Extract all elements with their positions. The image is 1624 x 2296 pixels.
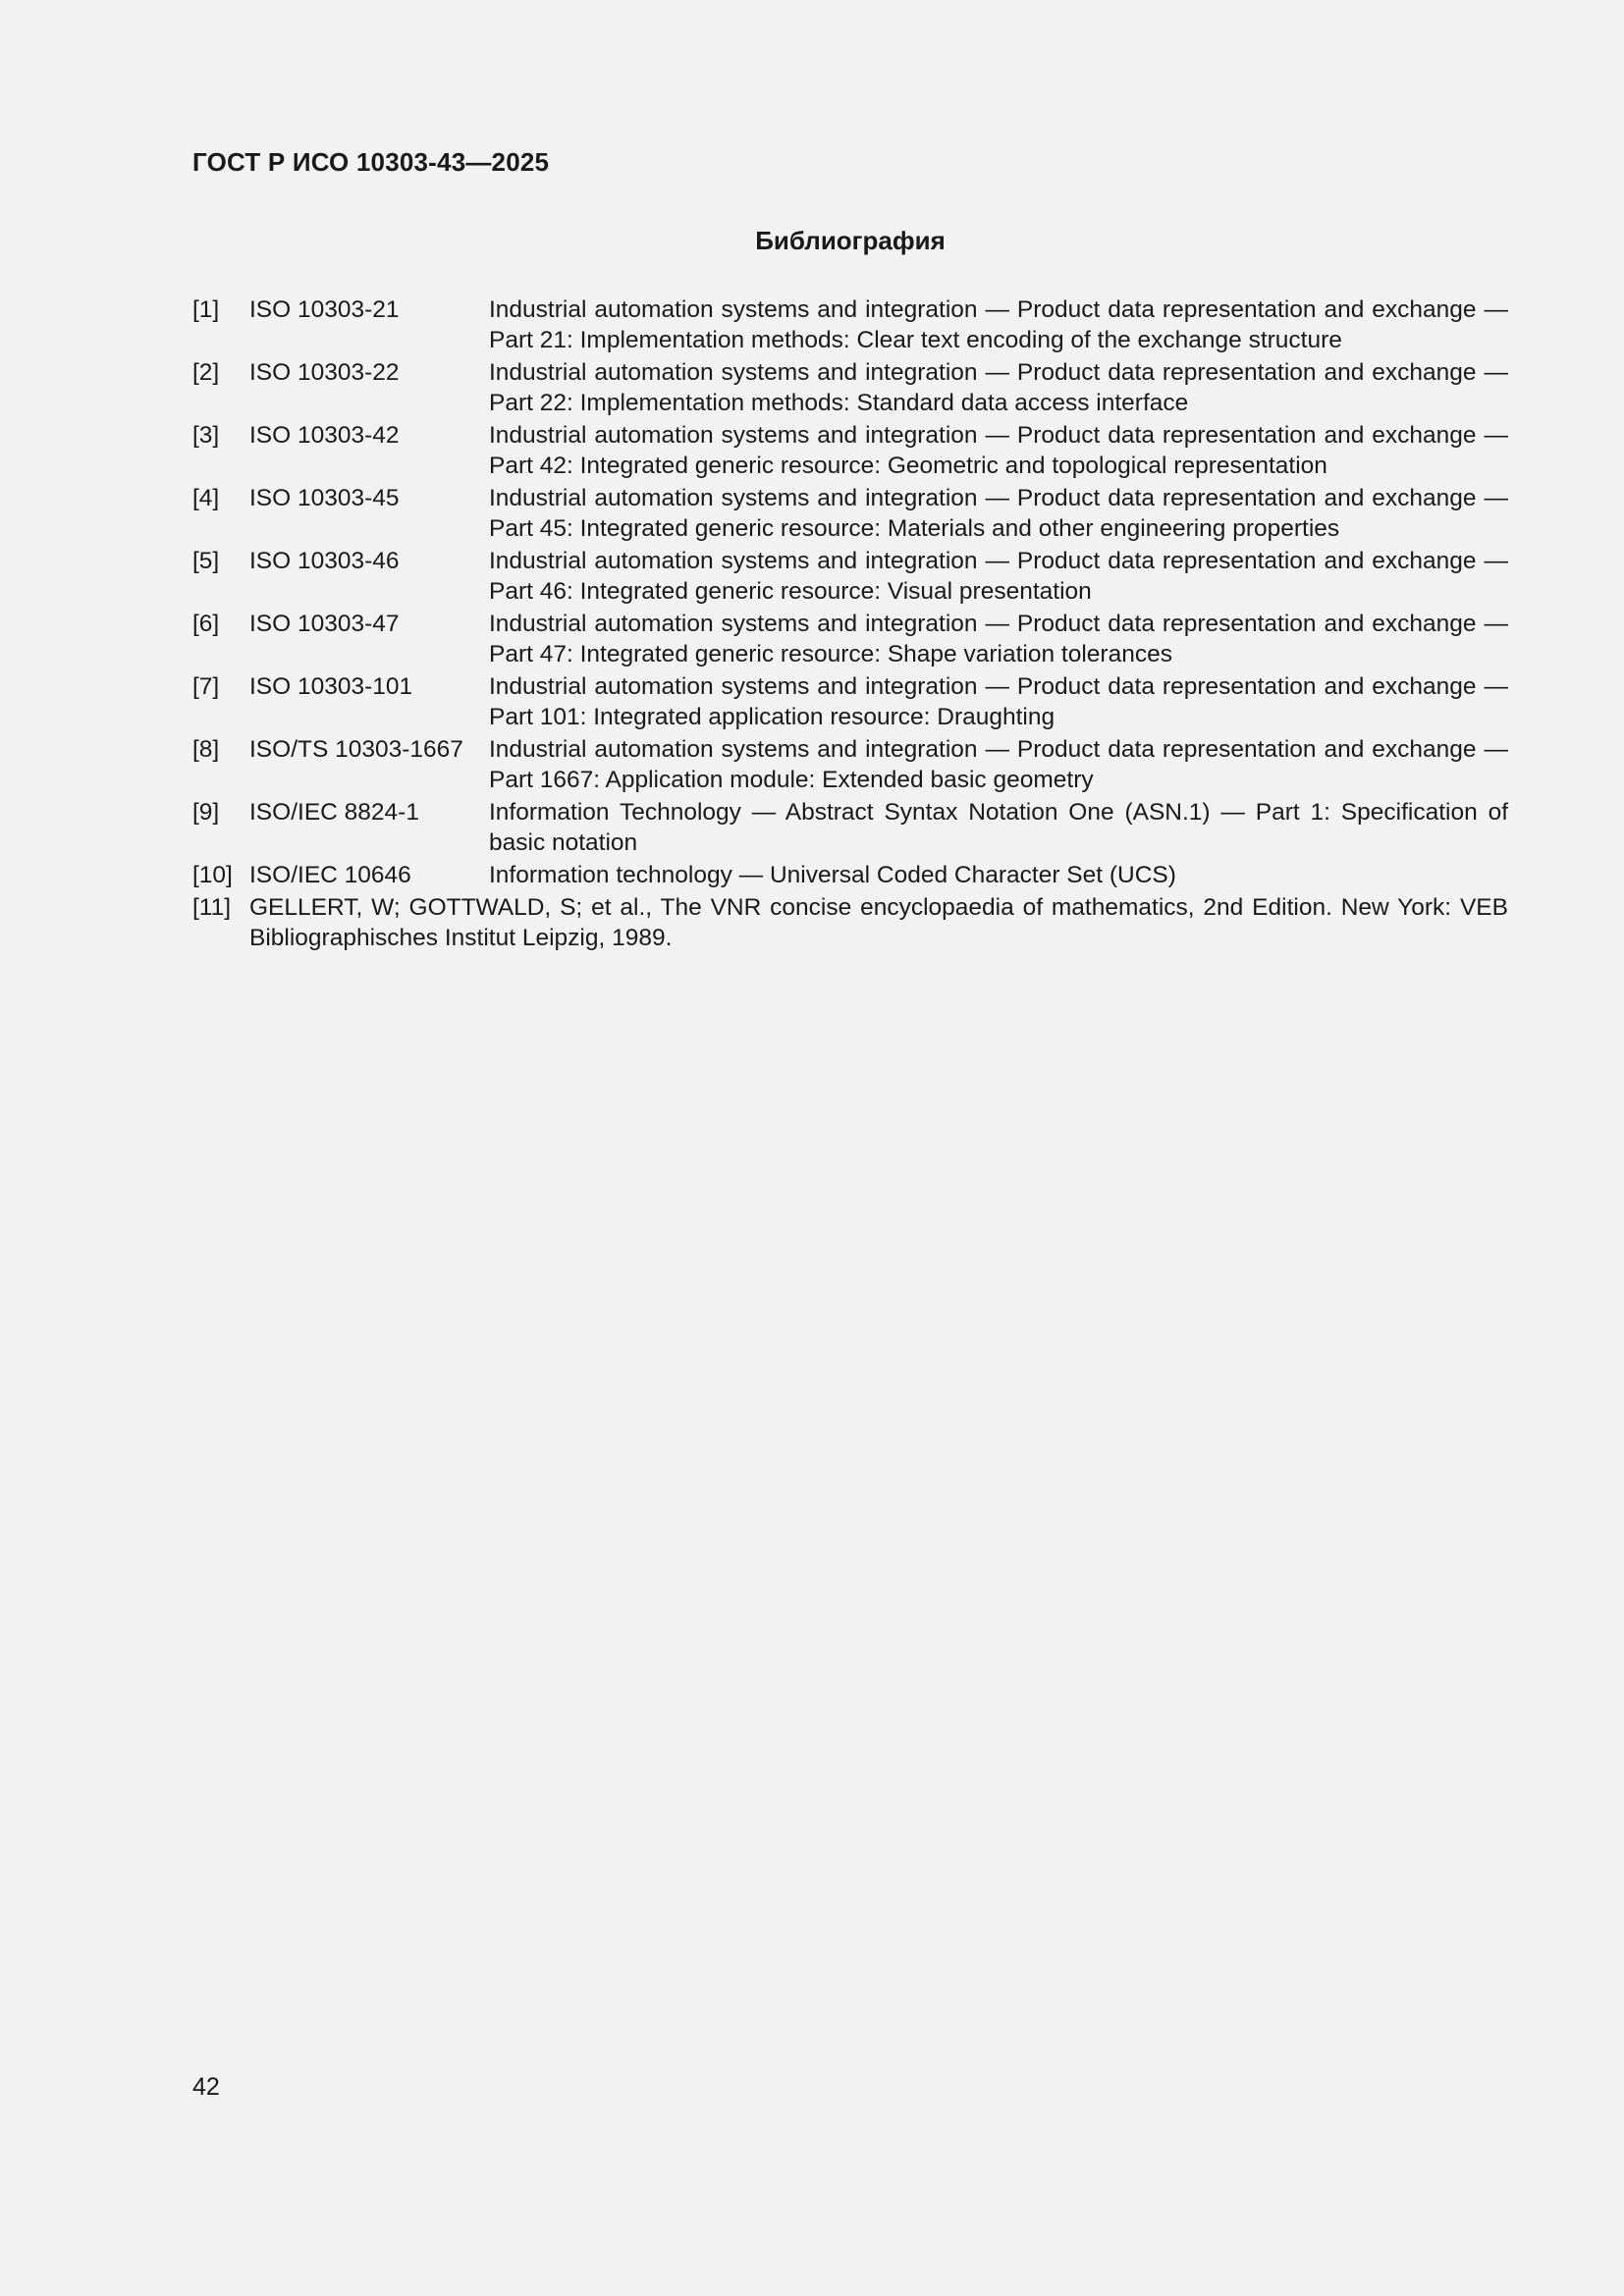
entry-standard-code: ISO/TS 10303-1667 — [249, 736, 463, 763]
entry-title: Industrial automation systems and integration — Product data representation and exchange — Part 45: Integrated generic resource: Materials and other engineering properties — [489, 485, 1508, 542]
entry-number: [4] — [192, 485, 220, 511]
entry-number: [5] — [192, 548, 220, 574]
entry-title: Industrial automation systems and integration — Product data representation and exchange — Part 101: Integrated application resource: Draughting — [489, 673, 1508, 730]
entry-number: [1] — [192, 296, 220, 323]
entry-number: [10] — [192, 862, 233, 888]
entry-title: Information Technology — Abstract Syntax Notation One (ASN.1) — Part 1: Specification of basic notation — [489, 799, 1508, 856]
bibliography-entry — [192, 734, 1508, 795]
bibliography-entry — [192, 609, 1508, 669]
entry-number: [6] — [192, 611, 220, 637]
entry-standard-code: ISO/IEC 10646 — [249, 862, 411, 888]
entry-standard-code: ISO 10303-101 — [249, 673, 413, 700]
bibliography-entry — [192, 860, 1508, 890]
entry-standard-code: ISO 10303-21 — [249, 296, 400, 323]
bibliography-entry — [192, 797, 1508, 858]
bibliography-entry — [192, 892, 1508, 953]
entry-standard-code: ISO 10303-42 — [249, 422, 400, 449]
entry-title: Industrial automation systems and integration — Product data representation and exchange — Part 1667: Application module: Extended basic geometry — [489, 736, 1508, 793]
standard-identifier: ГОСТ Р ИСО 10303-43—2025 — [192, 147, 550, 177]
bibliography-entry — [192, 294, 1508, 355]
section-title: Библиография — [755, 226, 946, 255]
bibliography-list — [192, 294, 1508, 955]
entry-title: Industrial automation systems and integration — Product data representation and exchange — Part 22: Implementation methods: Standard data access interface — [489, 359, 1508, 416]
bibliography-entry — [192, 671, 1508, 732]
entry-number: [11] — [192, 894, 232, 921]
entry-number: [2] — [192, 359, 220, 386]
entry-standard-code: ISO 10303-45 — [249, 485, 400, 511]
bibliography-entry — [192, 483, 1508, 544]
entry-title: Industrial automation systems and integration — Product data representation and exchange — Part 46: Integrated generic resource: Visual presentation — [489, 548, 1508, 605]
bibliography-entry — [192, 546, 1508, 607]
entry-standard-code: ISO 10303-46 — [249, 548, 400, 574]
bibliography-entry — [192, 357, 1508, 418]
entry-number: [3] — [192, 422, 220, 449]
entry-title: Information technology — Universal Coded Character Set (UCS) — [489, 862, 1176, 888]
entry-standard-code: ISO 10303-47 — [249, 611, 400, 637]
entry-number: [7] — [192, 673, 220, 700]
entry-title: Industrial automation systems and integration — Product data representation and exchange — Part 47: Integrated generic resource: Shape variation tolerances — [489, 611, 1508, 667]
entry-title: Industrial automation systems and integration — Product data representation and exchange — Part 42: Integrated generic resource: Geometric and topological representation — [489, 422, 1508, 479]
entry-standard-code: ISO 10303-22 — [249, 359, 400, 386]
entry-standard-code: ISO/IEC 8824-1 — [249, 799, 419, 826]
entry-number: [9] — [192, 799, 220, 826]
entry-title: GELLERT, W; GOTTWALD, S; et al., The VNR concise encyclopaedia of mathematics, 2nd Edition. New York: VEB Bibliographisches Institut Leipzig, 1989. — [249, 894, 1508, 951]
page-number: 42 — [192, 2073, 220, 2101]
entry-number: [8] — [192, 736, 220, 763]
bibliography-entry — [192, 420, 1508, 481]
entry-title: Industrial automation systems and integration — Product data representation and exchange — Part 21: Implementation methods: Clear text encoding of the exchange structure — [489, 296, 1508, 353]
